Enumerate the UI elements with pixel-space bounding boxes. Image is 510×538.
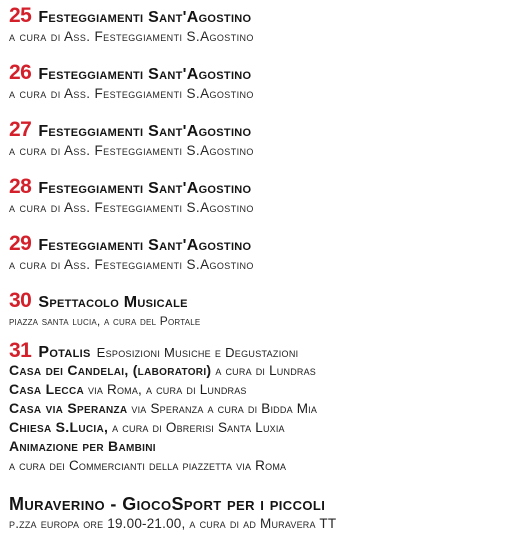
- venue-name: Casa dei Candelai, (laboratori): [9, 362, 212, 378]
- event-detail-line: [9, 399, 505, 418]
- event-organizer: piazza santa lucia, a cura del Portale: [9, 314, 201, 328]
- event-30: [9, 289, 505, 339]
- event-28: [9, 175, 505, 232]
- event-organizer: a cura di Ass. Festeggiamenti S.Agostino: [9, 29, 254, 44]
- event-25: [9, 4, 505, 61]
- event-31: [9, 339, 505, 475]
- event-organizer: a cura di Ass. Festeggiamenti S.Agostino: [9, 86, 254, 101]
- event-26: [9, 61, 505, 118]
- event-title: Festeggiamenti Sant'Agostino: [38, 66, 252, 83]
- event-day: 27: [9, 118, 32, 141]
- event-list: [9, 4, 505, 475]
- final-event: [9, 494, 336, 532]
- final-event-subtitle: p.zza europa ore 19.00-21.00, a cura di ad Muravera TT: [9, 516, 337, 531]
- event-title: Potalis: [38, 344, 91, 361]
- venue-detail: via Speranza a cura di Bidda Mia: [127, 401, 318, 416]
- venue-name: Casa Lecca: [9, 381, 84, 397]
- activity-name: Animazione per Bambini: [9, 438, 156, 454]
- event-day: 28: [9, 175, 32, 198]
- event-detail-line: [9, 437, 505, 456]
- event-title: Festeggiamenti Sant'Agostino: [38, 237, 252, 254]
- final-event-title: Muraverino - GiocoSport per i piccoli: [9, 494, 326, 514]
- event-title: Festeggiamenti Sant'Agostino: [38, 9, 252, 26]
- venue-detail: via Roma, a cura di Lundras: [84, 382, 247, 397]
- venue-detail: a cura di Obrerisi Santa Luxia: [108, 420, 285, 435]
- venue-name: Chiesa S.Lucia,: [9, 419, 109, 435]
- event-29: [9, 232, 505, 289]
- event-27: [9, 118, 505, 175]
- event-organizer: a cura di Ass. Festeggiamenti S.Agostino: [9, 257, 254, 272]
- venue-detail: a cura dei Commercianti della piazzetta via Roma: [9, 458, 287, 473]
- event-title: Festeggiamenti Sant'Agostino: [38, 123, 252, 140]
- event-detail-line: [9, 418, 505, 437]
- event-organizer: a cura di Ass. Festeggiamenti S.Agostino: [9, 200, 254, 215]
- event-title: Spettacolo Musicale: [38, 294, 188, 311]
- event-title: Festeggiamenti Sant'Agostino: [38, 180, 252, 197]
- event-title-note: Esposizioni Musiche e Degustazioni: [96, 345, 299, 360]
- event-day: 25: [9, 4, 32, 27]
- event-detail-line: [9, 380, 505, 399]
- event-day: 29: [9, 232, 32, 255]
- event-detail-line: [9, 361, 505, 380]
- event-organizer: a cura di Ass. Festeggiamenti S.Agostino: [9, 143, 254, 158]
- venue-detail: a cura di Lundras: [211, 363, 316, 378]
- event-day: 26: [9, 61, 32, 84]
- event-day: 31: [9, 339, 32, 362]
- event-detail-line: [9, 456, 505, 475]
- event-day: 30: [9, 289, 32, 312]
- venue-name: Casa via Speranza: [9, 400, 128, 416]
